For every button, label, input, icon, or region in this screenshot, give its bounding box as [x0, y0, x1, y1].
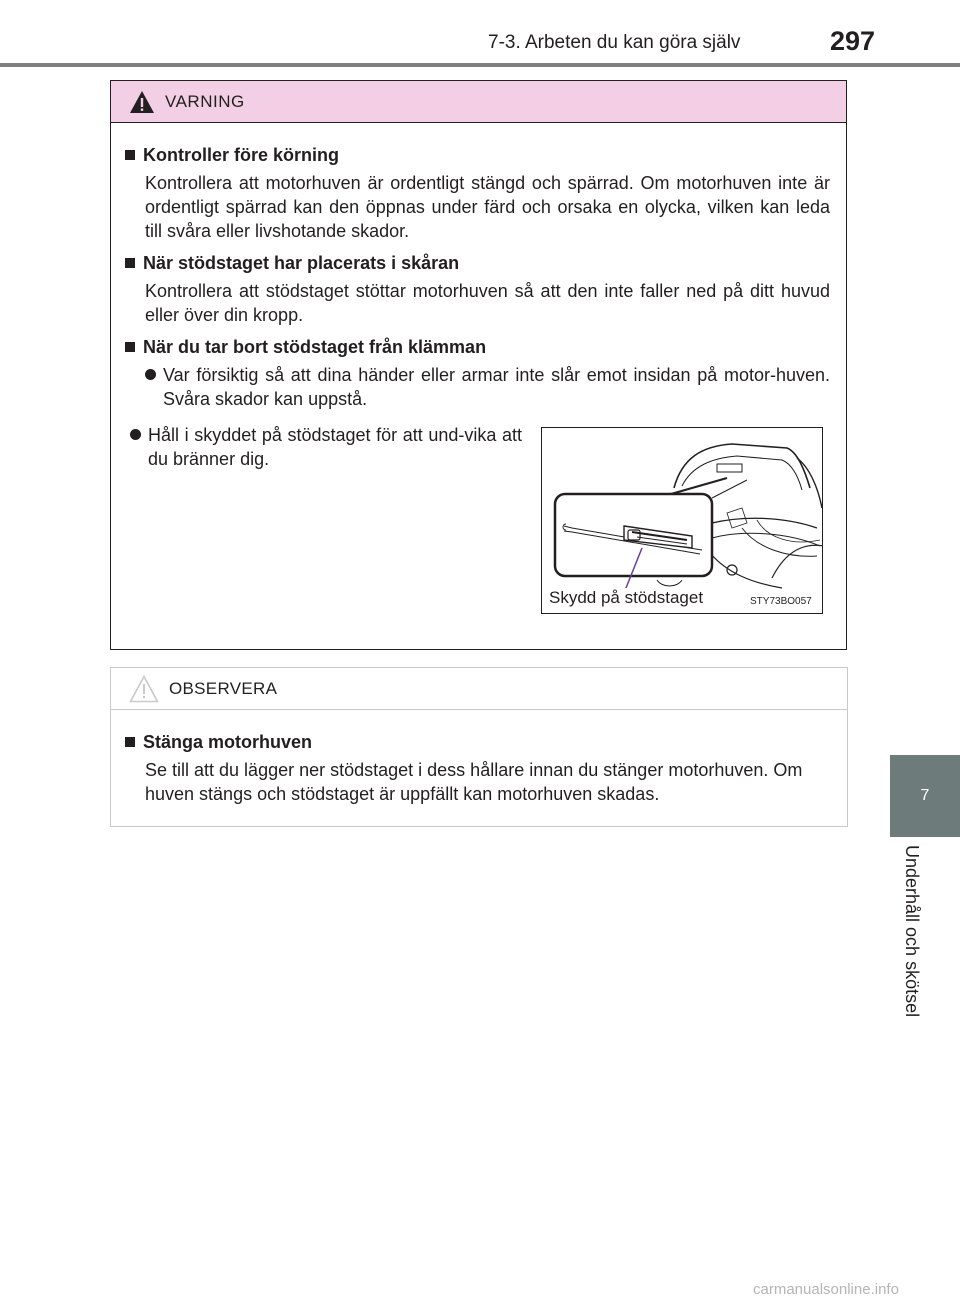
warning-label: VARNING	[165, 91, 245, 111]
notice-label: OBSERVERA	[169, 678, 278, 698]
list-item	[130, 423, 522, 471]
square-bullet-icon	[125, 258, 135, 268]
section-text: Se till att du lägger ner stödstaget i dess hållare innan du stänger motorhuven. Om huven stängs och stödstaget är uppfällt kan motorhuven skadas.	[145, 760, 803, 804]
figure-code: STY73BO057	[750, 596, 812, 607]
section-text: Kontrollera att stödstaget stöttar motorhuven så att den inte faller ned på ditt huvud eller över din kropp.	[145, 281, 830, 325]
car-hood-drawing	[542, 428, 823, 614]
chapter-number: 7	[920, 787, 930, 804]
section-heading	[125, 143, 830, 167]
support-rod-illustration	[541, 427, 823, 614]
figure-caption: Skydd på stödstaget	[549, 588, 704, 607]
section-title: 7-3. Arbeten du kan göra själv	[488, 32, 741, 53]
list-item-text: Var försiktig så att dina händer eller armar inte slår emot insidan på motor-huven. Svåra skador kan uppstå.	[163, 365, 830, 409]
notice-header	[111, 668, 847, 710]
warning-content	[111, 123, 846, 411]
list-item-text: Håll i skyddet på stödstaget för att und-vika att du bränner dig.	[148, 425, 522, 469]
notice-content	[111, 710, 847, 806]
caution-icon	[129, 675, 159, 703]
page-number: 297	[830, 26, 876, 56]
section-heading	[125, 251, 830, 275]
section-heading-text: När du tar bort stödstaget från klämman	[143, 337, 487, 357]
round-bullet-icon	[130, 429, 141, 440]
section-heading-text: När stödstaget har placerats i skåran	[143, 253, 460, 273]
section-heading	[125, 335, 830, 359]
watermark: carmanualsonline.info	[753, 1281, 899, 1298]
warning-header	[111, 81, 846, 123]
list-item	[145, 363, 830, 411]
square-bullet-icon	[125, 737, 135, 747]
square-bullet-icon	[125, 150, 135, 160]
section-text: Kontrollera att motorhuven är ordentligt stängd och spärrad. Om motorhuven inte är ordentligt spärrad kan den öppnas under färd och orsaka en olycka, vilken kan leda till svåra eller livshotande skador.	[145, 173, 830, 241]
warning-icon	[129, 90, 155, 114]
square-bullet-icon	[125, 342, 135, 352]
section-heading-text: Stänga motorhuven	[143, 732, 313, 752]
section-heading	[125, 730, 831, 754]
section-heading-text: Kontroller före körning	[143, 145, 340, 165]
notice-box	[110, 667, 848, 827]
chapter-label: Underhåll och skötsel	[902, 845, 922, 1018]
round-bullet-icon	[145, 369, 156, 380]
chapter-tab	[890, 755, 960, 837]
header-rule	[0, 63, 960, 67]
